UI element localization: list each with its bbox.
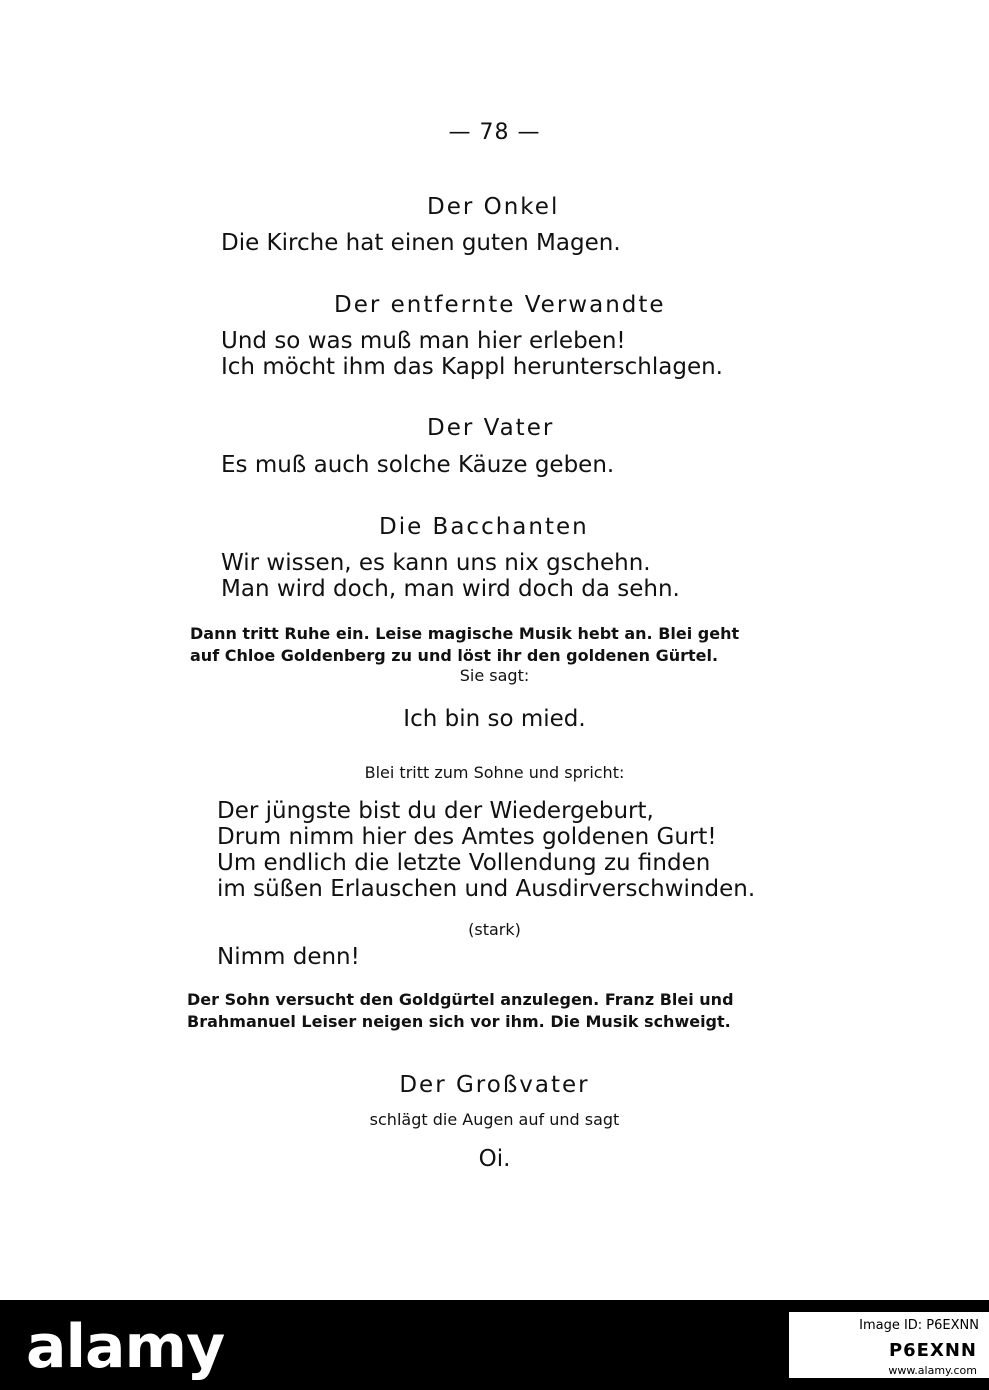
stage-direction-2: Blei tritt zum Sohne und spricht:	[364, 763, 625, 782]
stage-stark: (stark)	[468, 920, 521, 939]
line-chloe: Ich bin so mied.	[403, 706, 586, 732]
speaker-grossvater: Der Großvater	[399, 1072, 590, 1098]
verse-line-2: Drum nimm hier des Amtes goldenen Gurt!	[217, 824, 717, 850]
watermark-footer	[0, 1300, 989, 1390]
line-verwandte-1: Und so was muß man hier erleben!	[221, 328, 626, 354]
verse-line-4: im süßen Erlauschen und Ausdirverschwinden.	[217, 876, 756, 902]
image-url: www.alamy.com	[888, 1364, 977, 1377]
speaker-vater: Der Vater	[427, 415, 555, 441]
stage-direction-3a: Der Sohn versucht den Goldgürtel anzulegen. Franz Blei und	[187, 990, 734, 1009]
speaker-onkel: Der Onkel	[427, 194, 560, 220]
image-id-code: P6EXNN	[888, 1340, 977, 1361]
line-vater: Es muß auch solche Käuze geben.	[221, 452, 615, 478]
line-onkel: Die Kirche hat einen guten Magen.	[221, 230, 621, 256]
image-id-label: Image ID: P6EXNN	[859, 1318, 979, 1333]
stage-direction-1c: Sie sagt:	[459, 666, 530, 685]
page-number: — 78 —	[448, 120, 541, 145]
stage-grossvater: schlägt die Augen auf und sagt	[369, 1110, 620, 1129]
line-nimm: Nimm denn!	[217, 944, 360, 970]
speaker-bacchanten: Die Bacchanten	[379, 514, 589, 540]
line-bacchanten-2: Man wird doch, man wird doch da sehn.	[221, 576, 680, 602]
speaker-verwandte: Der entfernte Verwandte	[334, 292, 666, 318]
stage-direction-1b: auf Chloe Goldenberg zu und löst ihr den goldenen Gürtel.	[190, 646, 719, 665]
stage-direction-3b: Brahmanuel Leiser neigen sich vor ihm. Die Musik schweigt.	[187, 1012, 731, 1031]
verse-line-1: Der jüngste bist du der Wiedergeburt,	[217, 798, 654, 824]
stage-direction-1a: Dann tritt Ruhe ein. Leise magische Musik hebt an. Blei geht	[190, 624, 740, 643]
line-bacchanten-1: Wir wissen, es kann uns nix gschehn.	[221, 550, 651, 576]
verse-line-3: Um endlich die letzte Vollendung zu finden	[217, 850, 711, 876]
line-verwandte-2: Ich möcht ihm das Kappl herunterschlagen.	[221, 354, 723, 380]
alamy-logo: alamy	[26, 1312, 225, 1382]
image-id-box	[789, 1312, 989, 1378]
line-grossvater: Oi.	[478, 1146, 511, 1172]
